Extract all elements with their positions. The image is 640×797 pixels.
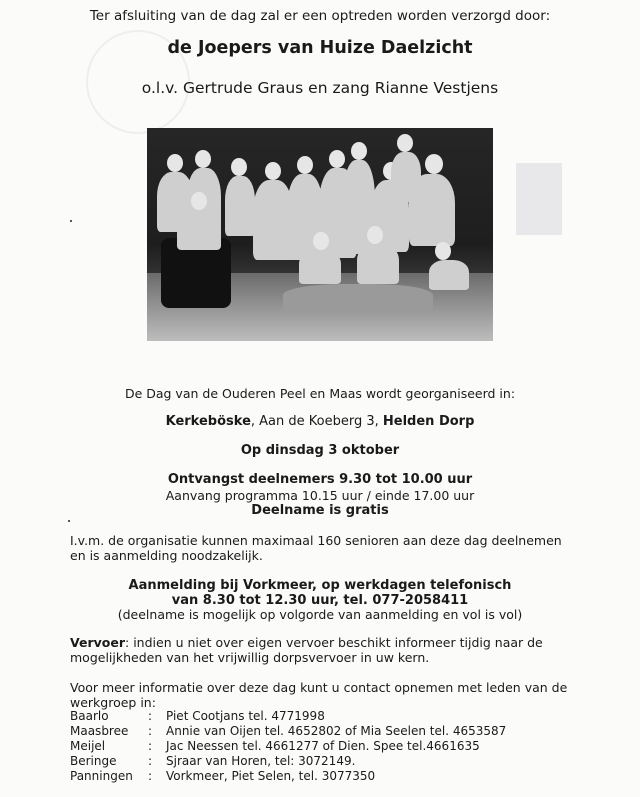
speck: [70, 220, 72, 222]
contact-detail: Vorkmeer, Piet Selen, tel. 3077350: [166, 769, 376, 783]
contact-detail: Piet Cootjans tel. 4771998: [166, 709, 325, 723]
venue-name: Kerkeböske: [165, 414, 251, 429]
contact-separator: :: [148, 724, 153, 738]
contact-row: [68, 739, 508, 754]
transport-line-2: mogelijkheden van het vrijwillig dorpsvervoer in uw kern.: [70, 650, 430, 665]
bleed-through-box: [516, 163, 562, 235]
program-time: Aanvang programma 10.15 uur / einde 17.00 uur: [165, 488, 475, 503]
reception-time: Ontvangst deelnemers 9.30 tot 10.00 uur: [167, 472, 473, 487]
info-line-2: werkgroep in:: [70, 695, 156, 710]
capacity-line-2: en is aanmelding noodzakelijk.: [70, 548, 263, 563]
event-date: Op dinsdag 3 oktober: [240, 443, 400, 458]
contact-row: [68, 724, 508, 739]
info-line-1: Voor meer informatie over deze dag kunt u contact opnemen met leden van de: [70, 680, 568, 695]
contact-separator: :: [148, 709, 153, 723]
organised-line: De Dag van de Ouderen Peel en Maas wordt georganiseerd in:: [124, 386, 516, 401]
contact-detail: Sjraar van Horen, tel: 3072149.: [166, 754, 356, 768]
registration-line-1: Aanmelding bij Vorkmeer, op werkdagen telefonisch: [128, 578, 512, 593]
transport-line-1: [70, 635, 543, 650]
performer-title: de Joepers van Huize Daelzicht: [167, 38, 473, 58]
capacity-line-1: I.v.m. de organisatie kunnen maximaal 160 senioren aan deze dag deelnemen: [70, 533, 562, 548]
venue-line: [0, 414, 640, 429]
venue-address: , Aan de Koeberg 3,: [250, 414, 383, 429]
transport-label: Vervoer: [70, 635, 126, 650]
contact-separator: :: [148, 769, 153, 783]
contact-detail: Annie van Oijen tel. 4652802 of Mia Seelen tel. 4653587: [166, 724, 507, 738]
performer-subtitle: o.l.v. Gertrude Graus en zang Rianne Vestjens: [141, 79, 499, 97]
registration-line-2: van 8.30 tot 12.30 uur, tel. 077-2058411: [171, 593, 469, 608]
contact-town: Beringe: [70, 754, 117, 768]
venue-town: Helden Dorp: [382, 414, 475, 429]
contact-row: [68, 709, 508, 724]
transport-text: : indien u niet over eigen vervoer beschikt informeer tijdig naar de: [125, 635, 543, 650]
speck: [68, 520, 70, 522]
contact-town: Panningen: [70, 769, 133, 783]
group-photo: [147, 128, 493, 341]
contact-row: [68, 754, 508, 769]
contact-detail: Jac Neessen tel. 4661277 of Dien. Spee tel.4661635: [166, 739, 480, 753]
registration-note: (deelname is mogelijk op volgorde van aanmelding en vol is vol): [117, 607, 523, 622]
contact-town: Meijel: [70, 739, 106, 753]
contact-town: Maasbree: [70, 724, 129, 738]
contacts-table: [68, 709, 508, 784]
contact-row: [68, 769, 508, 784]
contact-separator: :: [148, 739, 153, 753]
contact-separator: :: [148, 754, 153, 768]
intro-text: Ter afsluiting van de dag zal er een optreden worden verzorgd door:: [89, 8, 551, 24]
free-admission: Deelname is gratis: [251, 503, 389, 518]
contact-town: Baarlo: [70, 709, 109, 723]
